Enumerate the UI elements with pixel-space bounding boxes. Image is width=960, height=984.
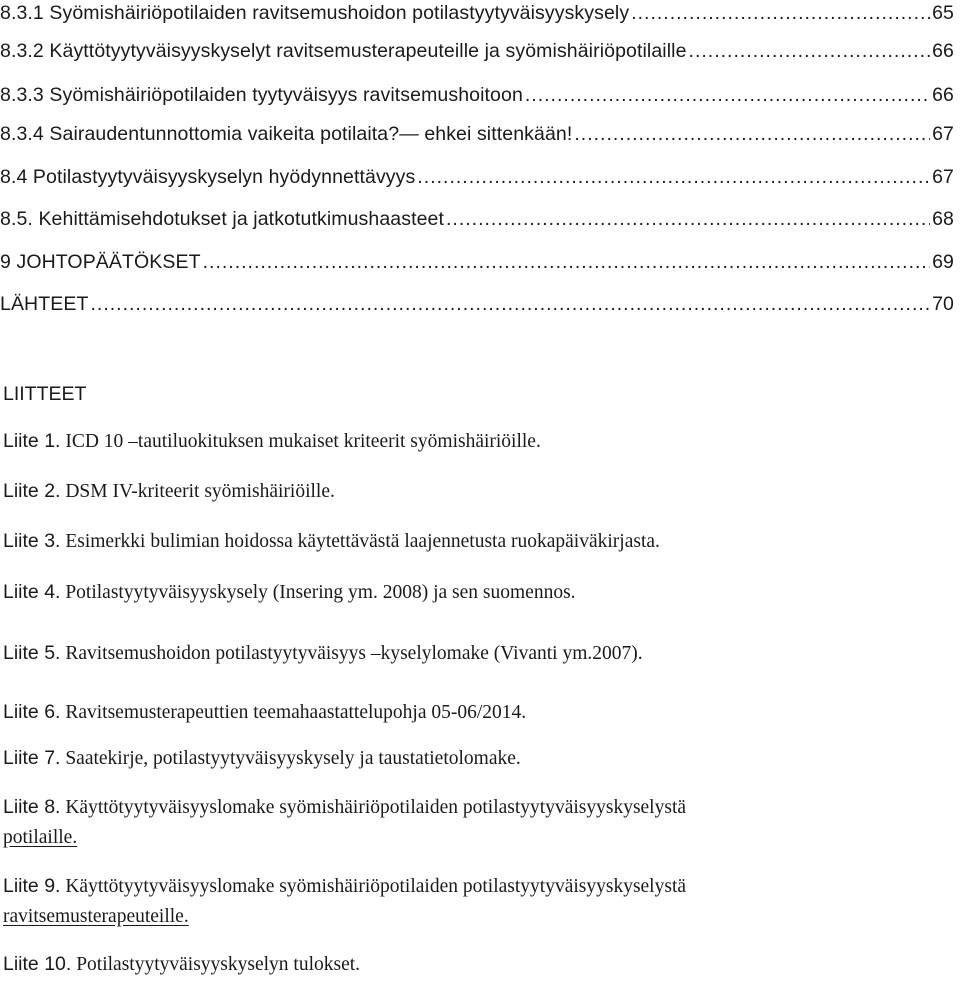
appendix-number: Liite 10. — [3, 953, 72, 975]
toc-entry-label: 8.5. Kehittämisehdotukset ja jatkotutkimushaasteet — [0, 208, 444, 230]
toc-entry[interactable] — [0, 2, 954, 32]
appendix-entry — [3, 743, 957, 774]
toc-leader-dots — [631, 2, 930, 25]
toc-entry-label: 9 JOHTOPÄÄTÖKSET — [0, 251, 201, 273]
appendix-title: Käyttötyytyväisyyslomake syömishäiriöpotilaiden potilastyytyväisyyskyselystä — [65, 876, 687, 897]
appendix-title: Käyttötyytyväisyyslomake syömishäiriöpotilaiden potilastyytyväisyyskyselystä — [65, 797, 687, 818]
appendix-entry — [3, 871, 957, 932]
toc-entry-label: 8.3.3 Syömishäiriöpotilaiden tyytyväisyys ravitsemushoitoon — [0, 84, 523, 106]
toc-leader-dots — [90, 293, 930, 316]
toc-entry-page: 67 — [932, 166, 954, 188]
appendix-number: Liite 3. — [3, 530, 61, 552]
toc-leader-dots — [446, 208, 930, 231]
appendix-number: Liite 6. — [3, 701, 61, 723]
appendix-number: Liite 4. — [3, 581, 61, 603]
toc-leader-dots — [417, 166, 930, 189]
toc-entry[interactable] — [0, 40, 954, 70]
toc-entry-label: LÄHTEET — [0, 293, 89, 315]
appendix-title: Esimerkki bulimian hoidossa käytettävästä laajennetusta ruokapäiväkirjasta. — [65, 531, 660, 552]
appendix-title: ICD 10 –tautiluokituksen mukaiset kriteerit syömishäiriöille. — [65, 431, 541, 452]
toc-entry-page: 68 — [932, 208, 954, 230]
appendix-number: Liite 2. — [3, 480, 61, 502]
toc-entry[interactable] — [0, 208, 954, 238]
toc-leader-dots — [525, 84, 930, 107]
toc-entry-page: 66 — [932, 40, 954, 62]
toc-entry[interactable] — [0, 166, 954, 196]
appendix-entry — [3, 526, 957, 557]
toc-leader-dots — [203, 251, 930, 274]
appendices-heading: LIITTEET — [3, 383, 87, 405]
toc-entry[interactable] — [0, 123, 954, 153]
appendix-title: Potilastyytyväisyyskyselyn tulokset. — [76, 954, 361, 975]
appendix-title-continuation: potilaille. — [3, 827, 78, 848]
toc-entry[interactable] — [0, 293, 954, 323]
appendix-number: Liite 1. — [3, 430, 61, 452]
toc-entry-label: 8.3.4 Sairaudentunnottomia vaikeita potilaita?— ehkei sittenkään! — [0, 123, 573, 145]
toc-entry-page: 67 — [932, 123, 954, 145]
appendix-entry — [3, 476, 957, 507]
toc-entry-label: 8.4 Potilastyytyväisyyskyselyn hyödynnettävyys — [0, 166, 416, 188]
appendix-entry — [3, 577, 957, 608]
toc-entry-label: 8.3.2 Käyttötyytyväisyyskyselyt ravitsemusterapeuteille ja syömishäiriöpotilaille — [0, 40, 687, 62]
toc-leader-dots — [574, 123, 930, 146]
appendix-title: Potilastyytyväisyyskysely (Insering ym. 2008) ja sen suomennos. — [65, 582, 576, 603]
toc-entry-page: 69 — [932, 251, 954, 273]
appendix-entry — [3, 697, 957, 728]
appendix-title: DSM IV-kriteerit syömishäiriöille. — [65, 481, 335, 502]
appendix-title: Saatekirje, potilastyytyväisyyskysely ja taustatietolomake. — [65, 748, 521, 769]
appendix-entry — [3, 638, 957, 669]
toc-entry[interactable] — [0, 251, 954, 281]
appendix-title: Ravitsemushoidon potilastyytyväisyys –kyselylomake (Vivanti ym.2007). — [65, 643, 643, 664]
toc-leader-dots — [689, 40, 931, 63]
appendix-number: Liite 8. — [3, 796, 61, 818]
appendix-number: Liite 7. — [3, 747, 61, 769]
toc-entry-page: 70 — [932, 293, 954, 315]
appendix-number: Liite 9. — [3, 875, 61, 897]
appendix-entry — [3, 949, 957, 980]
appendix-title-continuation: ravitsemusterapeuteille. — [3, 906, 189, 927]
appendix-entry — [3, 426, 957, 457]
toc-entry[interactable] — [0, 84, 954, 114]
appendix-title: Ravitsemusterapeuttien teemahaastattelupohja 05-06/2014. — [65, 702, 527, 723]
toc-entry-label: 8.3.1 Syömishäiriöpotilaiden ravitsemushoidon potilastyytyväisyyskysely — [0, 2, 630, 24]
toc-entry-page: 65 — [932, 2, 954, 24]
appendix-number: Liite 5. — [3, 642, 61, 664]
appendix-entry — [3, 792, 957, 853]
toc-entry-page: 66 — [932, 84, 954, 106]
